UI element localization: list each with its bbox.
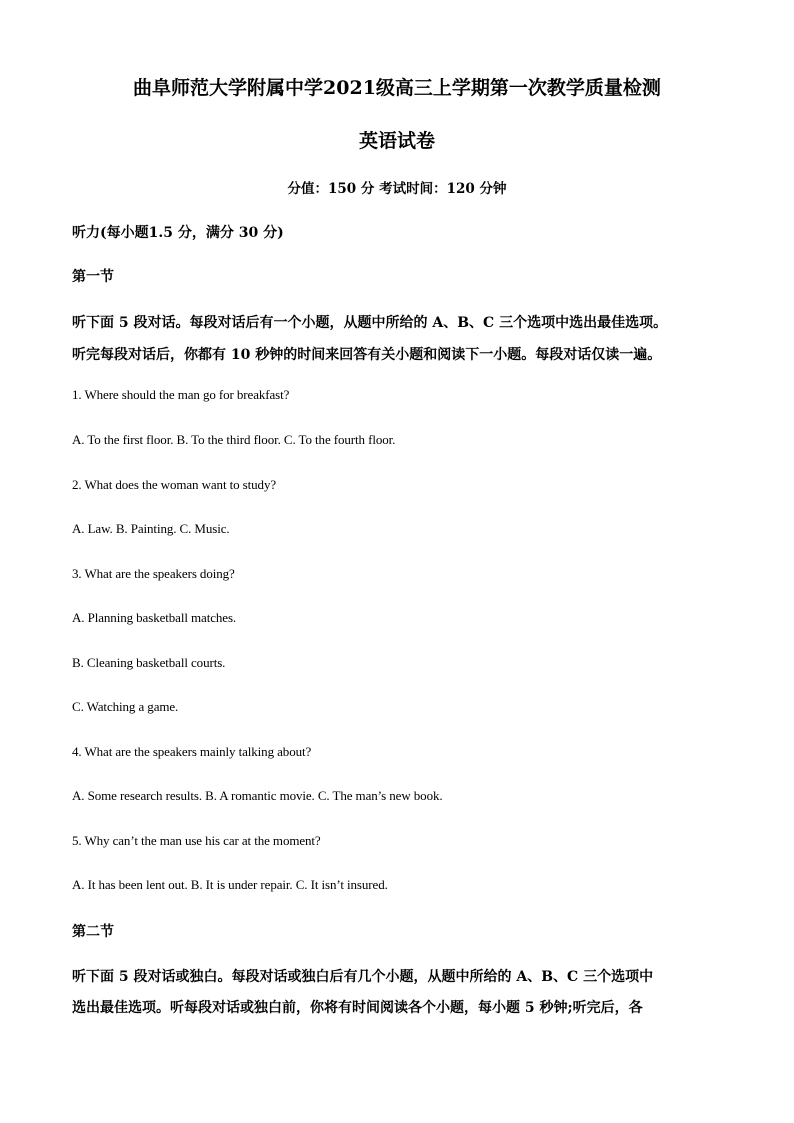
part1-instructions-line1: 听下面 5 段对话。每段对话后有一个小题，从题中所给的 A、B、C 三个选项中选出最佳选项。 [72, 315, 668, 331]
question-stem: 3. What are the speakers doing? [72, 566, 235, 581]
part1-heading: 第一节 [72, 269, 114, 285]
question-options: A. Some research results. B. A romantic movie. C. The man’s new book. [72, 788, 443, 803]
question-option: A. Planning basketball matches. [72, 610, 237, 625]
question-stem: 2. What does the woman want to study? [72, 477, 277, 492]
question-stem: 5. Why can’t the man use his car at the moment? [72, 833, 321, 848]
question-options: A. To the first floor. B. To the third floor. C. To the fourth floor. [72, 432, 396, 447]
question-option: B. Cleaning basketball courts. [72, 655, 226, 670]
section-heading: 听力(每小题1.5 分，满分 30 分) [72, 225, 284, 241]
question-stem: 1. Where should the man go for breakfast? [72, 387, 290, 402]
question-stem: 4. What are the speakers mainly talking about? [72, 744, 312, 759]
exam-title: 曲阜师范大学附属中学2021级高三上学期第一次教学质量检测 [133, 77, 661, 99]
exam-subtitle: 英语试卷 [358, 130, 435, 152]
part2-heading: 第二节 [72, 924, 114, 940]
part1-instructions-line2: 听完每段对话后，你都有 10 秒钟的时间来回答有关小题和阅读下一小题。每段对话仅读一遍。 [72, 347, 662, 363]
question-options: A. Law. B. Painting. C. Music. [72, 521, 230, 536]
question-options: A. It has been lent out. B. It is under repair. C. It isn’t insured. [72, 877, 388, 892]
question-option: C. Watching a game. [72, 699, 179, 714]
part2-instructions-line2: 选出最佳选项。听每段对话或独白前，你将有时间阅读各个小题，每小题 5 秒钟;听完后，各 [72, 1000, 643, 1016]
exam-meta: 分值：150 分 考试时间：120 分钟 [287, 181, 507, 197]
part2-instructions-line1: 听下面 5 段对话或独白。每段对话或独白后有几个小题，从题中所给的 A、B、C 三个选项中 [72, 969, 654, 985]
